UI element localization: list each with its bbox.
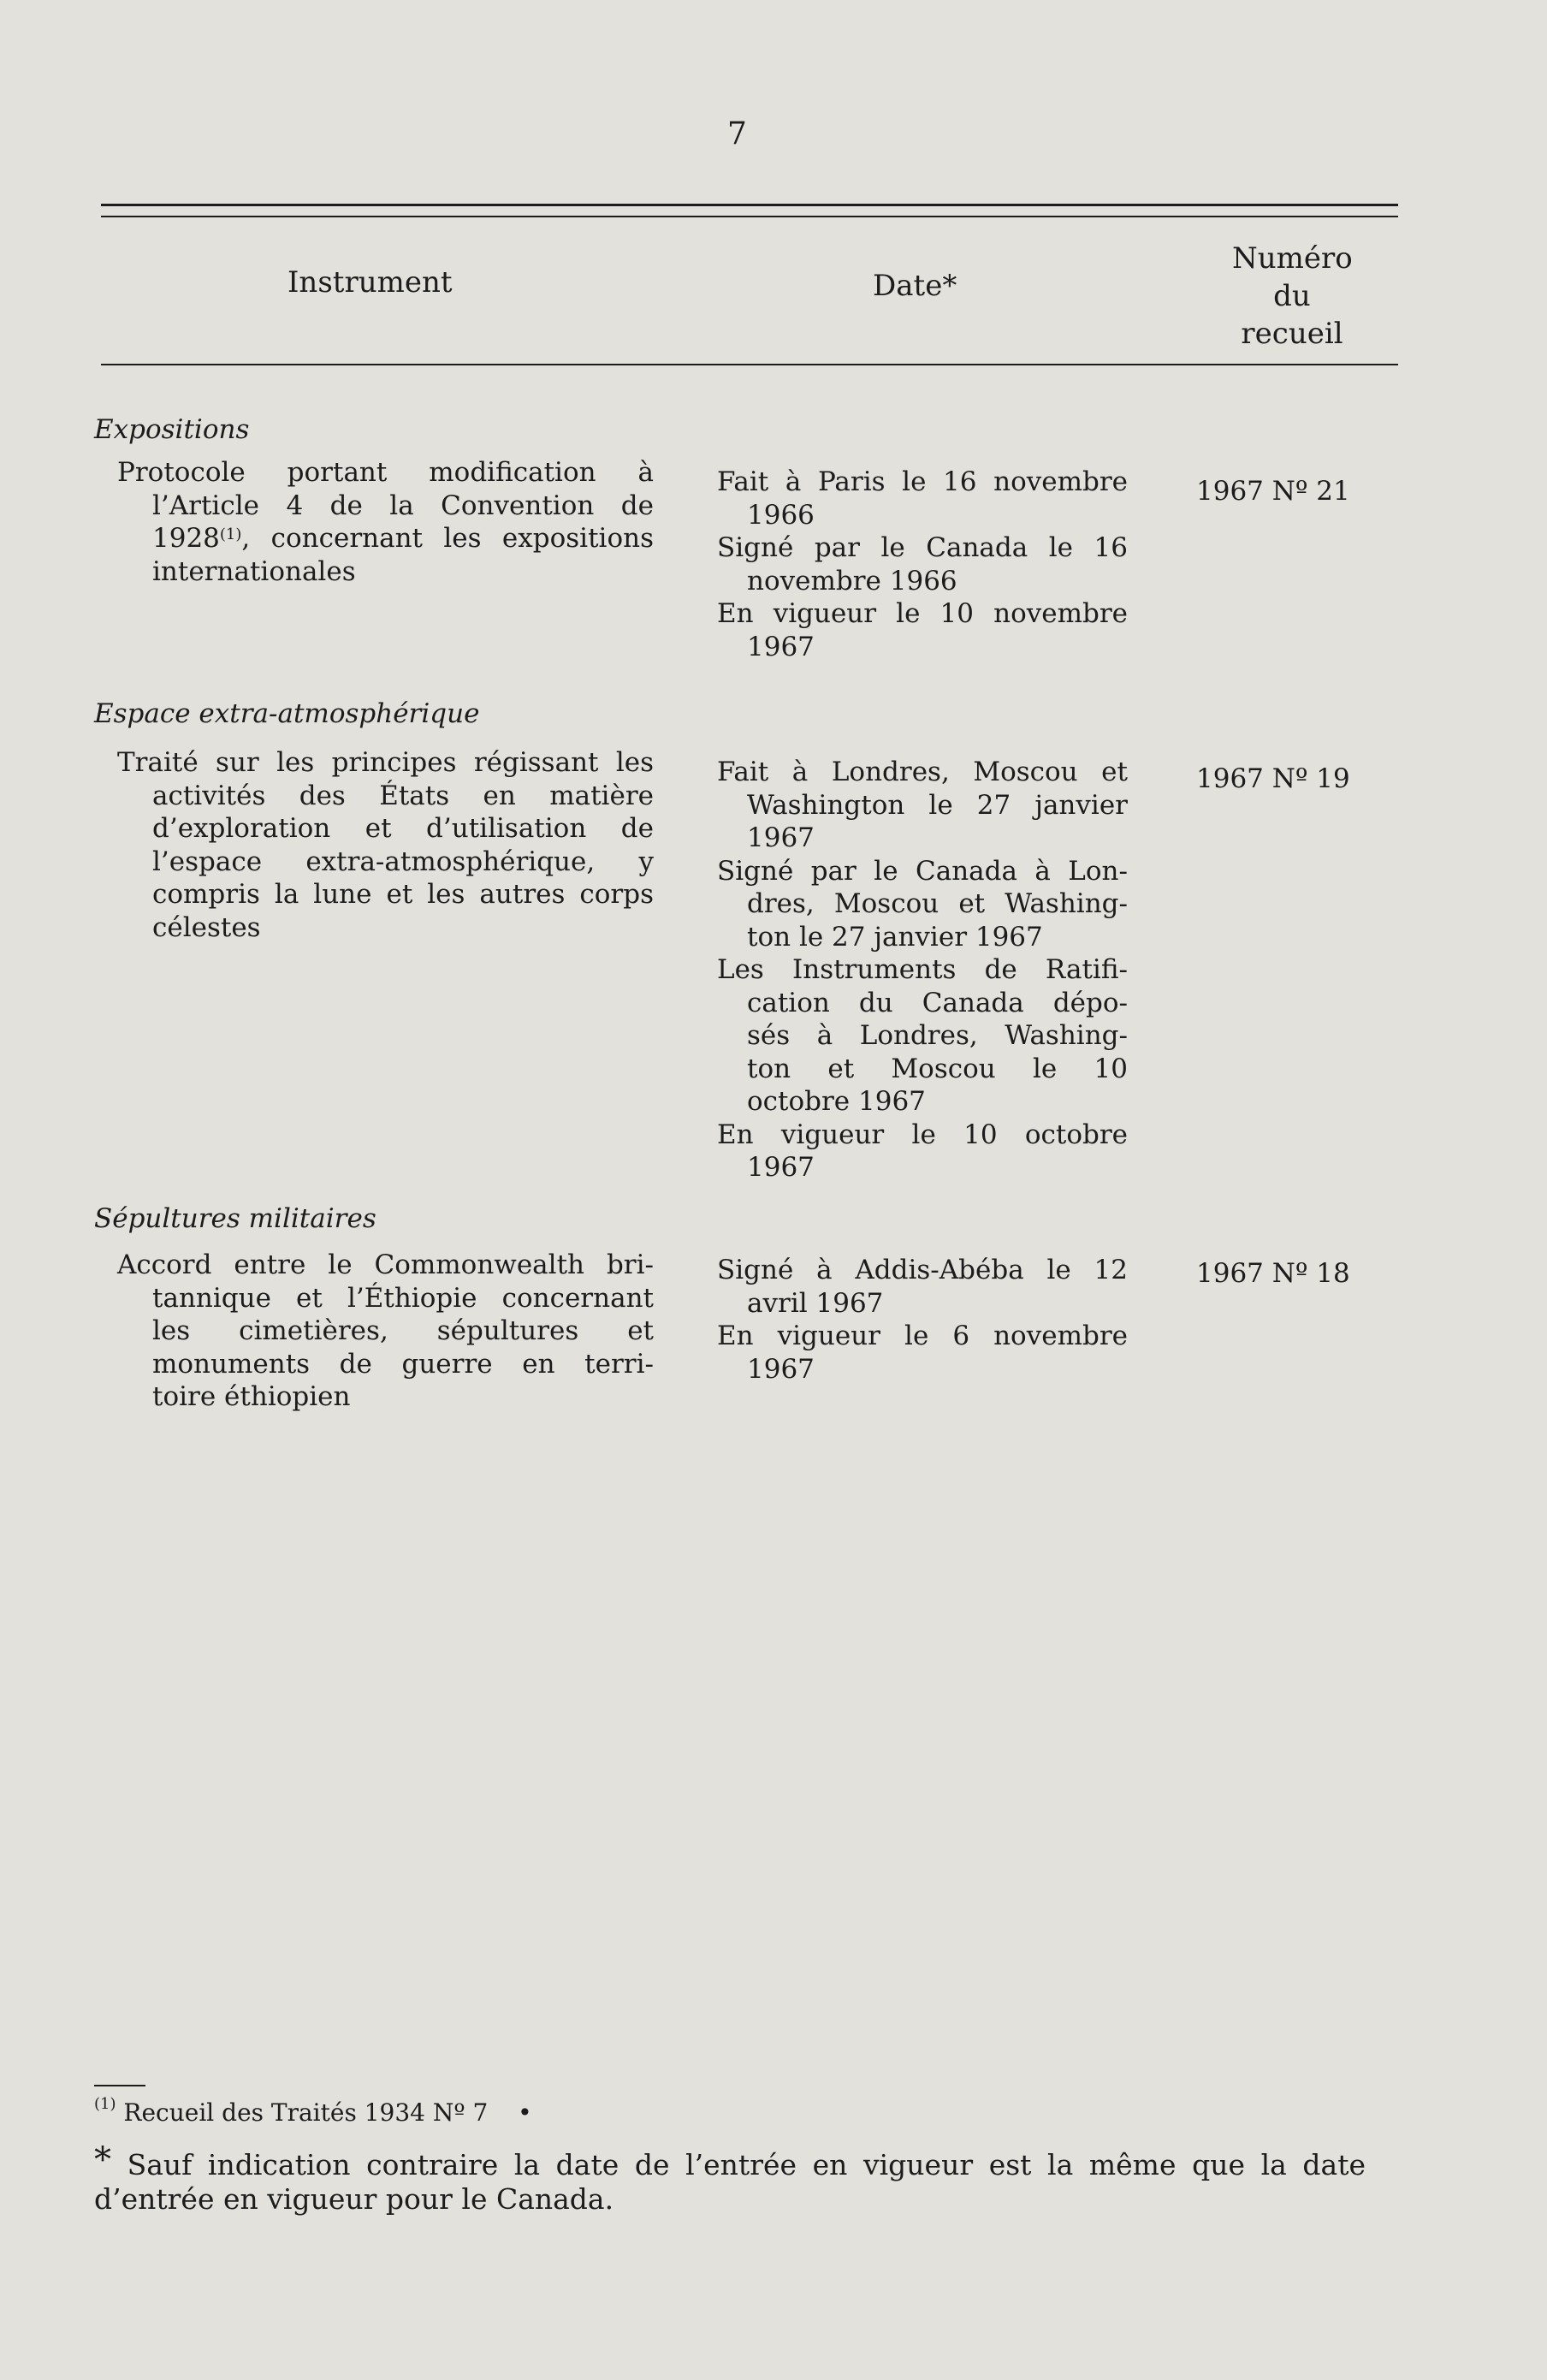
date-line: Signé par le Canada le 16 [717,532,1128,563]
instrument-line: 1928$^{(1)}$, concernant les expositions [152,523,654,554]
footnote-marker: (1) [94,2095,116,2113]
date-line: ton et Moscou le 10 [747,1053,1128,1084]
footnote-bullet: • [518,2098,532,2127]
header-top-rule-thin [101,216,1398,217]
date-line: octobre 1967 [747,1086,926,1117]
footnote-line: * Sauf indication contraire la date de l’entrée en vigueur est la même que la date [94,2140,1366,2181]
instrument-line: Protocole portant modification à [117,457,654,488]
section-title-sepultures: Sépultures militaires [94,1203,376,1234]
date-line: En vigueur le 10 octobre [717,1119,1128,1150]
date-line: 1967 [747,822,815,853]
treaty-number-expositions: 1967 Nº 21 [1196,476,1350,507]
footnote-rule [94,2085,145,2086]
date-line: 1966 [747,499,815,531]
date-line: Washington le 27 janvier [747,789,1128,821]
footnote-line: d’entrée en vigueur pour le Canada. [94,2182,614,2216]
column-header-instrument: Instrument [287,265,453,300]
date-sepultures [717,1254,1128,1386]
date-line: 1967 [747,1152,815,1183]
instrument-line: d’exploration et d’utilisation de [152,813,654,844]
header-bottom-rule [101,364,1398,365]
date-line: 1967 [747,631,815,662]
footnote-date-note [94,2140,1366,2217]
instrument-line: tannique et l’Éthiopie concernant [152,1282,654,1314]
date-line: Fait à Londres, Moscou et [717,757,1128,787]
footnote-text: Recueil des Traités 1934 Nº 7 [123,2098,489,2127]
instrument-line: toire éthiopien [152,1381,351,1412]
date-line: dres, Moscou et Washing- [747,888,1128,919]
date-line: cation du Canada dépo- [747,987,1128,1018]
asterisk-marker: * [94,2140,111,2180]
instrument-line: compris la lune et les autres corps [152,879,654,910]
instrument-line: Accord entre le Commonwealth bri- [117,1249,654,1280]
footnote-ref: (1) [219,525,242,543]
date-espace [717,756,1128,1184]
section-title-expositions: Expositions [94,414,250,445]
instrument-line: l’Article 4 de la Convention de [152,490,654,521]
date-line: novembre 1966 [747,565,957,596]
instrument-espace [117,746,654,944]
footnote-1 [94,2095,532,2127]
instrument-line: monuments de guerre en terri- [152,1348,654,1380]
header-top-rule [101,204,1398,206]
numero-line-3: recueil [1241,317,1343,351]
section-title-espace: Espace extra-atmosphérique [94,698,480,729]
treaty-number-espace: 1967 Nº 19 [1196,763,1350,794]
column-header-date: Date* [873,269,957,303]
instrument-expositions [117,456,654,588]
date-line: Signé à Addis-Abéba le 12 [717,1255,1128,1285]
date-line: Signé par le Canada à Lon- [717,855,1128,887]
date-line: sés à Londres, Washing- [747,1020,1128,1051]
column-header-numero [1232,240,1352,353]
instrument-line: les cimetières, sépultures et [152,1315,654,1346]
date-line: Fait à Paris le 16 novembre [717,466,1128,497]
instrument-sepultures [117,1249,654,1414]
date-line: En vigueur le 6 novembre [717,1321,1128,1351]
instrument-line: internationales [152,555,356,587]
page-number: 7 [727,116,747,151]
date-expositions [717,466,1128,663]
instrument-line: l’espace extra-atmosphérique, y [152,846,654,877]
date-line: ton le 27 janvier 1967 [747,921,1043,953]
date-line: avril 1967 [747,1287,884,1319]
instrument-line: Traité sur les principes régissant les [117,747,654,778]
date-line: En vigueur le 10 novembre [717,598,1128,629]
date-line: Les Instruments de Ratifi- [717,954,1128,985]
numero-line-2: du [1273,279,1311,313]
treaty-number-sepultures: 1967 Nº 18 [1196,1258,1350,1289]
date-line: 1967 [747,1353,815,1385]
instrument-line: célestes [152,911,261,943]
instrument-line: activités des États en matière [152,780,654,811]
numero-line-1: Numéro [1232,241,1353,276]
